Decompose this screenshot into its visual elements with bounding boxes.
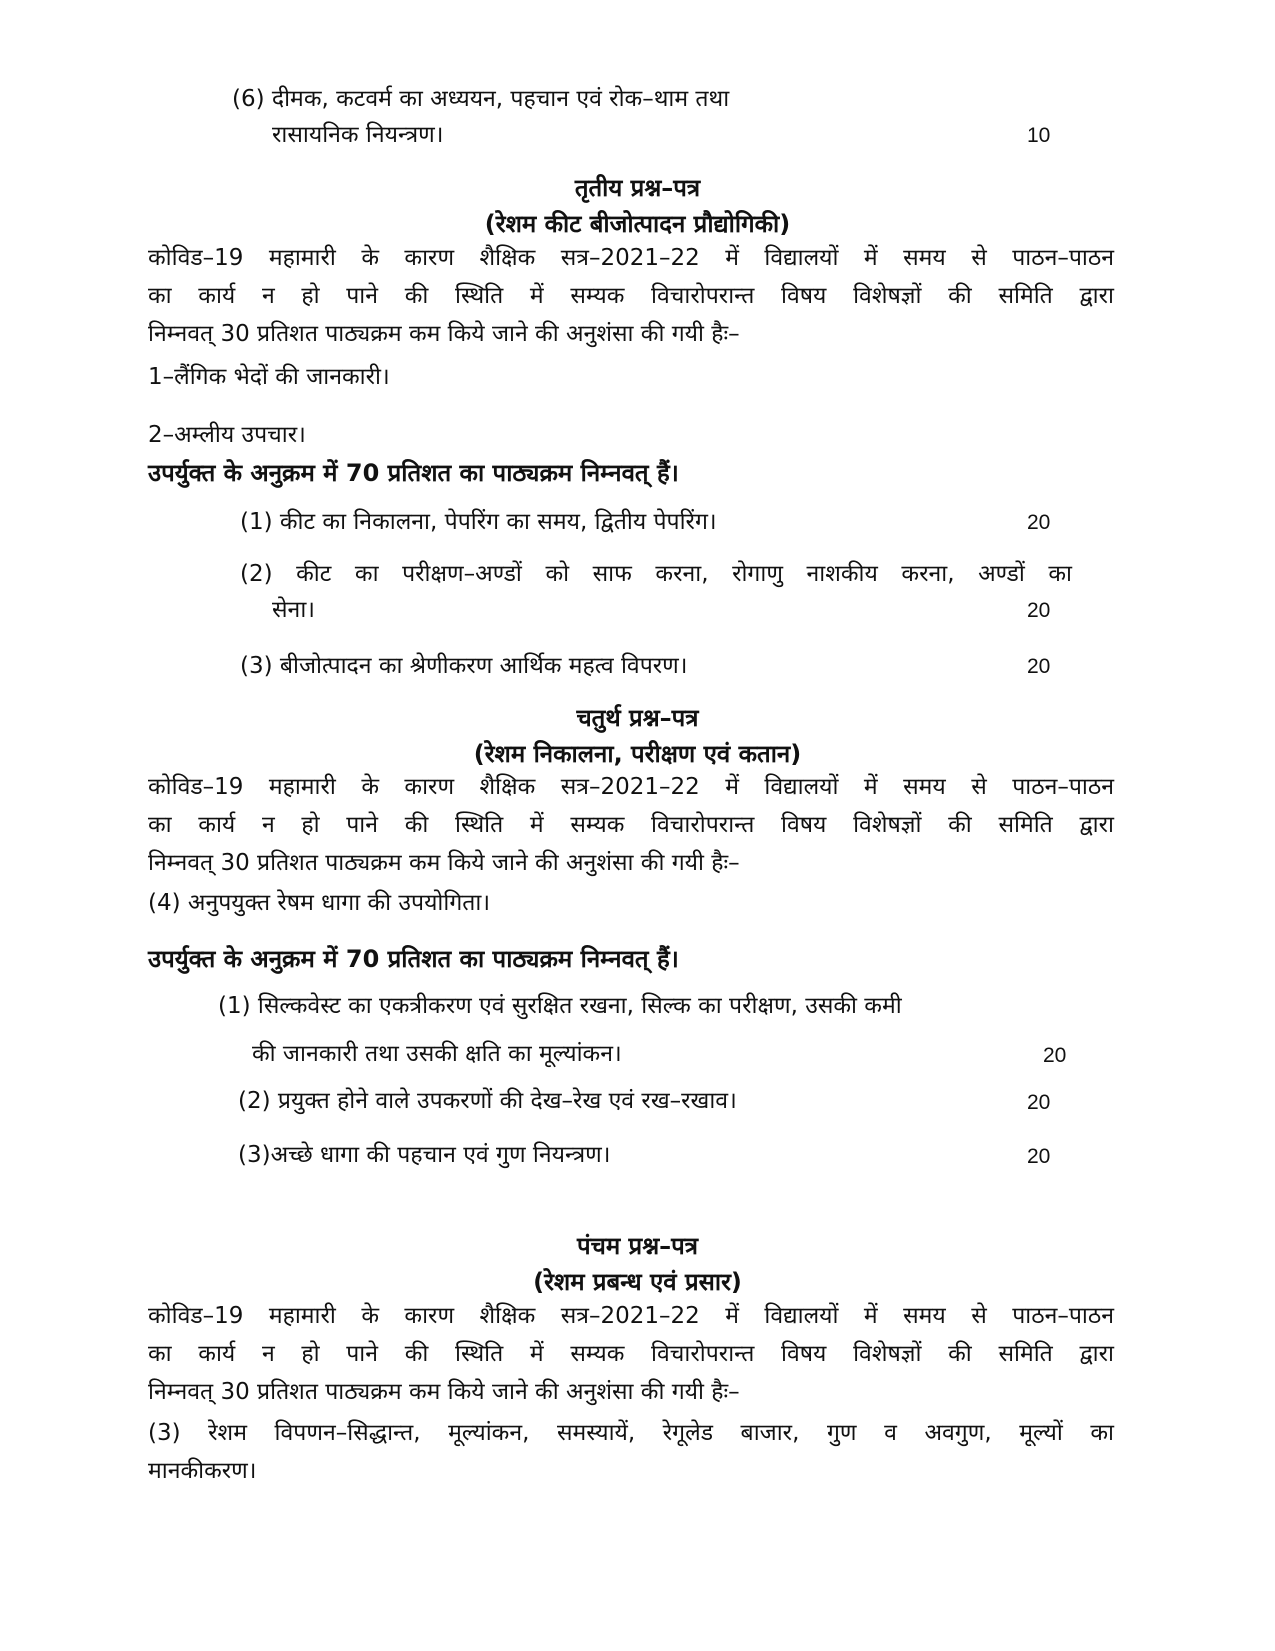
paper3-item-1-marks: 20 bbox=[1027, 511, 1051, 534]
paper4-title: चतुर्थ प्रश्न–पत्र bbox=[576, 704, 699, 732]
paper5-removed-1-line1: (3) रेशम विपणन–सिद्धान्त, मूल्यांकन, समस्यायें, रेगूलेड बाजार, गुण व अवगुण, मूल्यों का bbox=[148, 1420, 1114, 1446]
paper4-subtitle: (रेशम निकालना, परीक्षण एवं कतान) bbox=[473, 740, 802, 768]
paper4-heading-70: उपर्युक्त के अनुक्रम में 70 प्रतिशत का पाठ्यक्रम निम्नवत् हैं। bbox=[148, 945, 679, 973]
paper4-removed-1: (4) अनुपयुक्त रेषम धागा की उपयोगिता। bbox=[148, 890, 491, 916]
paper5-para-line3: निम्नवत् 30 प्रतिशत पाठ्यक्रम कम किये जाने की अनुशंसा की गयी हैः– bbox=[148, 1379, 740, 1405]
paper3-item-2-cont: सेना। bbox=[272, 597, 315, 623]
paper4-para-line3: निम्नवत् 30 प्रतिशत पाठ्यक्रम कम किये जाने की अनुशंसा की गयी हैः– bbox=[148, 850, 740, 876]
top-item-line1: (6) दीमक, कटवर्म का अध्ययन, पहचान एवं रोक–थाम तथा bbox=[232, 86, 730, 112]
paper3-para-line2: का कार्य न हो पाने की स्थिति में सम्यक विचारोपरान्त विषय विशेषज्ञों की समिति द्वारा bbox=[148, 283, 1114, 309]
paper4-item-1: (1) सिल्कवेस्ट का एकत्रीकरण एवं सुरक्षित रखना, सिल्क का परीक्षण, उसकी कमी bbox=[218, 993, 902, 1019]
paper4-item-3-marks: 20 bbox=[1027, 1145, 1051, 1168]
paper3-para-line1: कोविड–19 महामारी के कारण शैक्षिक सत्र–2021–22 में विद्यालयों में समय से पाठन–पाठन bbox=[148, 245, 1114, 271]
top-item-line2: रासायनिक नियन्त्रण। bbox=[272, 122, 444, 148]
top-item-marks: 10 bbox=[1027, 124, 1051, 147]
paper3-item-2: (2) कीट का परीक्षण–अण्डों को साफ करना, रोगाणु नाशकीय करना, अण्डों का bbox=[240, 561, 1072, 587]
paper3-subtitle: (रेशम कीट बीजोत्पादन प्रौद्योगिकी) bbox=[484, 210, 791, 238]
paper3-title: तृतीय प्रश्न–पत्र bbox=[574, 174, 701, 202]
paper4-item-2-marks: 20 bbox=[1027, 1091, 1051, 1114]
paper5-para-line1: कोविड–19 महामारी के कारण शैक्षिक सत्र–2021–22 में विद्यालयों में समय से पाठन–पाठन bbox=[148, 1303, 1114, 1329]
paper3-removed-2: 2–अम्लीय उपचार। bbox=[148, 422, 306, 448]
paper5-subtitle: (रेशम प्रबन्ध एवं प्रसार) bbox=[533, 1268, 742, 1296]
paper4-item-1-marks: 20 bbox=[1043, 1044, 1067, 1067]
paper4-item-2: (2) प्रयुक्त होने वाले उपकरणों की देख–रेख एवं रख–रखाव। bbox=[238, 1088, 737, 1114]
paper5-removed-1-line2: मानकीकरण। bbox=[148, 1458, 257, 1484]
paper4-item-1-cont: की जानकारी तथा उसकी क्षति का मूल्यांकन। bbox=[252, 1041, 622, 1067]
paper5-title: पंचम प्रश्न–पत्र bbox=[576, 1232, 699, 1260]
paper3-heading-70: उपर्युक्त के अनुक्रम में 70 प्रतिशत का पाठ्यक्रम निम्नवत् हैं। bbox=[148, 459, 679, 487]
paper3-item-1: (1) कीट का निकालना, पेपरिंग का समय, द्वितीय पेपरिंग। bbox=[240, 509, 717, 535]
paper3-removed-1: 1–लैंगिक भेदों की जानकारी। bbox=[148, 364, 390, 390]
paper3-item-2-marks: 20 bbox=[1027, 599, 1051, 622]
paper3-item-3: (3) बीजोत्पादन का श्रेणीकरण आर्थिक महत्व विपरण। bbox=[240, 653, 688, 679]
paper4-para-line1: कोविड–19 महामारी के कारण शैक्षिक सत्र–2021–22 में विद्यालयों में समय से पाठन–पाठन bbox=[148, 774, 1114, 800]
paper4-para-line2: का कार्य न हो पाने की स्थिति में सम्यक विचारोपरान्त विषय विशेषज्ञों की समिति द्वारा bbox=[148, 812, 1114, 838]
paper3-para-line3: निम्नवत् 30 प्रतिशत पाठ्यक्रम कम किये जाने की अनुशंसा की गयी हैः– bbox=[148, 321, 740, 347]
paper3-item-3-marks: 20 bbox=[1027, 655, 1051, 678]
paper4-item-3: (3)अच्छे धागा की पहचान एवं गुण नियन्त्रण। bbox=[238, 1142, 611, 1168]
paper5-para-line2: का कार्य न हो पाने की स्थिति में सम्यक विचारोपरान्त विषय विशेषज्ञों की समिति द्वारा bbox=[148, 1341, 1114, 1367]
